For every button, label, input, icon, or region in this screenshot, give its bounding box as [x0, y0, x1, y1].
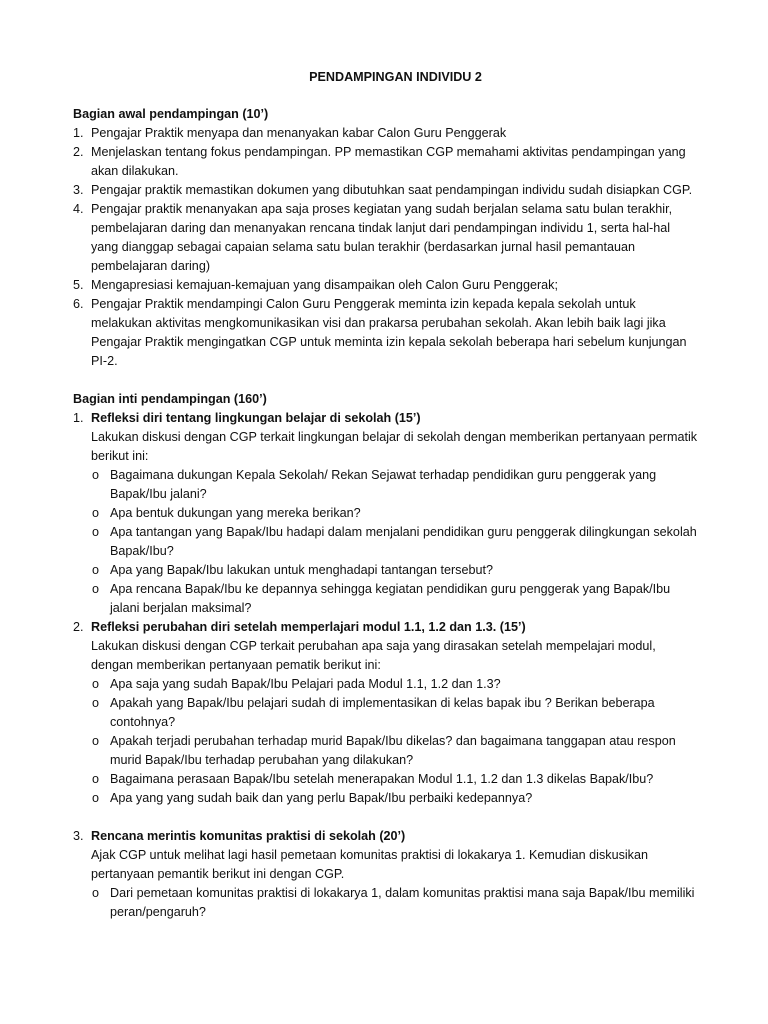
question-text: Apa rencana Bapak/Ibu ke depannya sehingga kegiatan pendidikan guru penggerak yang Bapak/Ibu jalani berjalan maksimal?	[110, 582, 671, 615]
document-body	[73, 68, 698, 922]
item-title: Rencana merintis komunitas praktisi di sekolah (20’)	[91, 829, 406, 843]
item-text: Pengajar Praktik mendampingi Calon Guru Penggerak meminta izin kepada kepala sekolah untuk melakukan aktivitas mengkomunikasikan visi dan prakarsa perubahan sekolah. Akan lebih baik lagi jika Pengajar Praktik mengingatkan CGP untuk meminta izin kepala sekolah beberapa hari sebelum kunjungan PI-2.	[91, 297, 687, 368]
question-item	[91, 884, 698, 922]
item-text: Menjelaskan tentang fokus pendampingan. PP memastikan CGP memahami aktivitas pendampingan yang akan dilakukan.	[91, 145, 686, 178]
list-item	[73, 200, 698, 276]
item-number: 2.	[73, 145, 84, 159]
question-text: Dari pemetaan komunitas praktisi di lokakarya 1, dalam komunitas praktisi mana saja Bapak/Ibu memiliki peran/pengaruh?	[110, 886, 695, 919]
spacer	[73, 371, 698, 390]
bullet-marker: o	[92, 696, 100, 710]
bullet-marker: o	[92, 582, 100, 596]
item-number: 3.	[73, 183, 84, 197]
question-text: Apa yang Bapak/Ibu lakukan untuk menghadapi tantangan tersebut?	[110, 563, 493, 577]
list-item	[73, 295, 698, 371]
list-item	[73, 409, 698, 618]
list-item	[73, 618, 698, 808]
question-item	[91, 694, 698, 732]
item-number: 1.	[73, 411, 84, 425]
item-number: 2.	[73, 620, 84, 634]
bullet-marker: o	[92, 525, 100, 539]
bullet-marker: o	[92, 677, 100, 691]
question-list	[91, 675, 698, 808]
question-list	[91, 884, 698, 922]
section-heading-inti: Bagian inti pendampingan (160’)	[73, 392, 267, 406]
question-item	[91, 523, 698, 561]
item-title: Refleksi diri tentang lingkungan belajar di sekolah (15’)	[91, 411, 421, 425]
question-item	[91, 504, 698, 523]
question-text: Apakah terjadi perubahan terhadap murid Bapak/Ibu dikelas? dan bagaimana tanggapan atau respon murid Bapak/Ibu terhadap perubahan yang dilakukan?	[110, 734, 676, 767]
question-text: Apakah yang Bapak/Ibu pelajari sudah di implementasikan di kelas bapak ibu ? Berikan beberapa contohnya?	[110, 696, 655, 729]
question-list	[91, 466, 698, 618]
section-heading-awal: Bagian awal pendampingan (10’)	[73, 107, 269, 121]
item-intro: Ajak CGP untuk melihat lagi hasil pemetaan komunitas praktisi di lokakarya 1. Kemudian diskusikan pertanyaan pemantik berikut ini dengan CGP.	[91, 848, 648, 881]
list-item	[73, 827, 698, 922]
item-number: 5.	[73, 278, 84, 292]
item-title: Refleksi perubahan diri setelah memperlajari modul 1.1, 1.2 dan 1.3. (15’)	[91, 620, 526, 634]
question-text: Apa bentuk dukungan yang mereka berikan?	[110, 506, 361, 520]
bullet-marker: o	[92, 734, 100, 748]
question-text: Bagaimana dukungan Kepala Sekolah/ Rekan Sejawat terhadap pendidikan guru penggerak yang Bapak/Ibu jalani?	[110, 468, 657, 501]
list-item	[73, 124, 698, 143]
item-intro: Lakukan diskusi dengan CGP terkait lingkungan belajar di sekolah dengan memberikan pertanyaan permatik berikut ini:	[91, 430, 698, 463]
bullet-marker: o	[92, 468, 100, 482]
question-text: Apa tantangan yang Bapak/Ibu hadapi dalam menjalani pendidikan guru penggerak dilingkungan sekolah Bapak/Ibu?	[110, 525, 697, 558]
question-item	[91, 466, 698, 504]
document-title: PENDAMPINGAN INDIVIDU 2	[309, 70, 482, 84]
question-item	[91, 580, 698, 618]
bullet-marker: o	[92, 563, 100, 577]
item-text: Mengapresiasi kemajuan-kemajuan yang disampaikan oleh Calon Guru Penggerak;	[91, 278, 558, 292]
item-number: 4.	[73, 202, 84, 216]
question-text: Apa yang yang sudah baik dan yang perlu Bapak/Ibu perbaiki kedepannya?	[110, 791, 533, 805]
awal-list	[73, 124, 698, 371]
item-text: Pengajar praktik memastikan dokumen yang dibutuhkan saat pendampingan individu sudah disiapkan CGP.	[91, 183, 693, 197]
item-text: Pengajar Praktik menyapa dan menanyakan kabar Calon Guru Penggerak	[91, 126, 507, 140]
bullet-marker: o	[92, 791, 100, 805]
question-text: Apa saja yang sudah Bapak/Ibu Pelajari pada Modul 1.1, 1.2 dan 1.3?	[110, 677, 501, 691]
item-number: 3.	[73, 829, 84, 843]
inti-list	[73, 409, 698, 922]
item-intro: Lakukan diskusi dengan CGP terkait perubahan apa saja yang dirasakan setelah mempelajari modul, dengan memberikan pertanyaan pematik berikut ini:	[91, 639, 656, 672]
list-item	[73, 143, 698, 181]
item-number: 1.	[73, 126, 84, 140]
item-number: 6.	[73, 297, 84, 311]
question-item	[91, 675, 698, 694]
question-item	[91, 732, 698, 770]
list-item	[73, 276, 698, 295]
question-item	[91, 561, 698, 580]
question-item	[91, 770, 698, 789]
bullet-marker: o	[92, 772, 100, 786]
bullet-marker: o	[92, 506, 100, 520]
item-text: Pengajar praktik menanyakan apa saja proses kegiatan yang sudah berjalan selama satu bulan terakhir, pembelajaran daring dan menanyakan rencana tindak lanjut dari pendampingan individu 1, serta hal-hal yang dianggap sebagai capaian selama satu bulan terakhir (berdasarkan jurnal hasil pemantauan pembelajaran daring)	[91, 202, 673, 273]
question-item	[91, 789, 698, 808]
bullet-marker: o	[92, 886, 100, 900]
question-text: Bagaimana perasaan Bapak/Ibu setelah menerapakan Modul 1.1, 1.2 dan 1.3 dikelas Bapak/Ibu?	[110, 772, 654, 786]
list-item	[73, 181, 698, 200]
